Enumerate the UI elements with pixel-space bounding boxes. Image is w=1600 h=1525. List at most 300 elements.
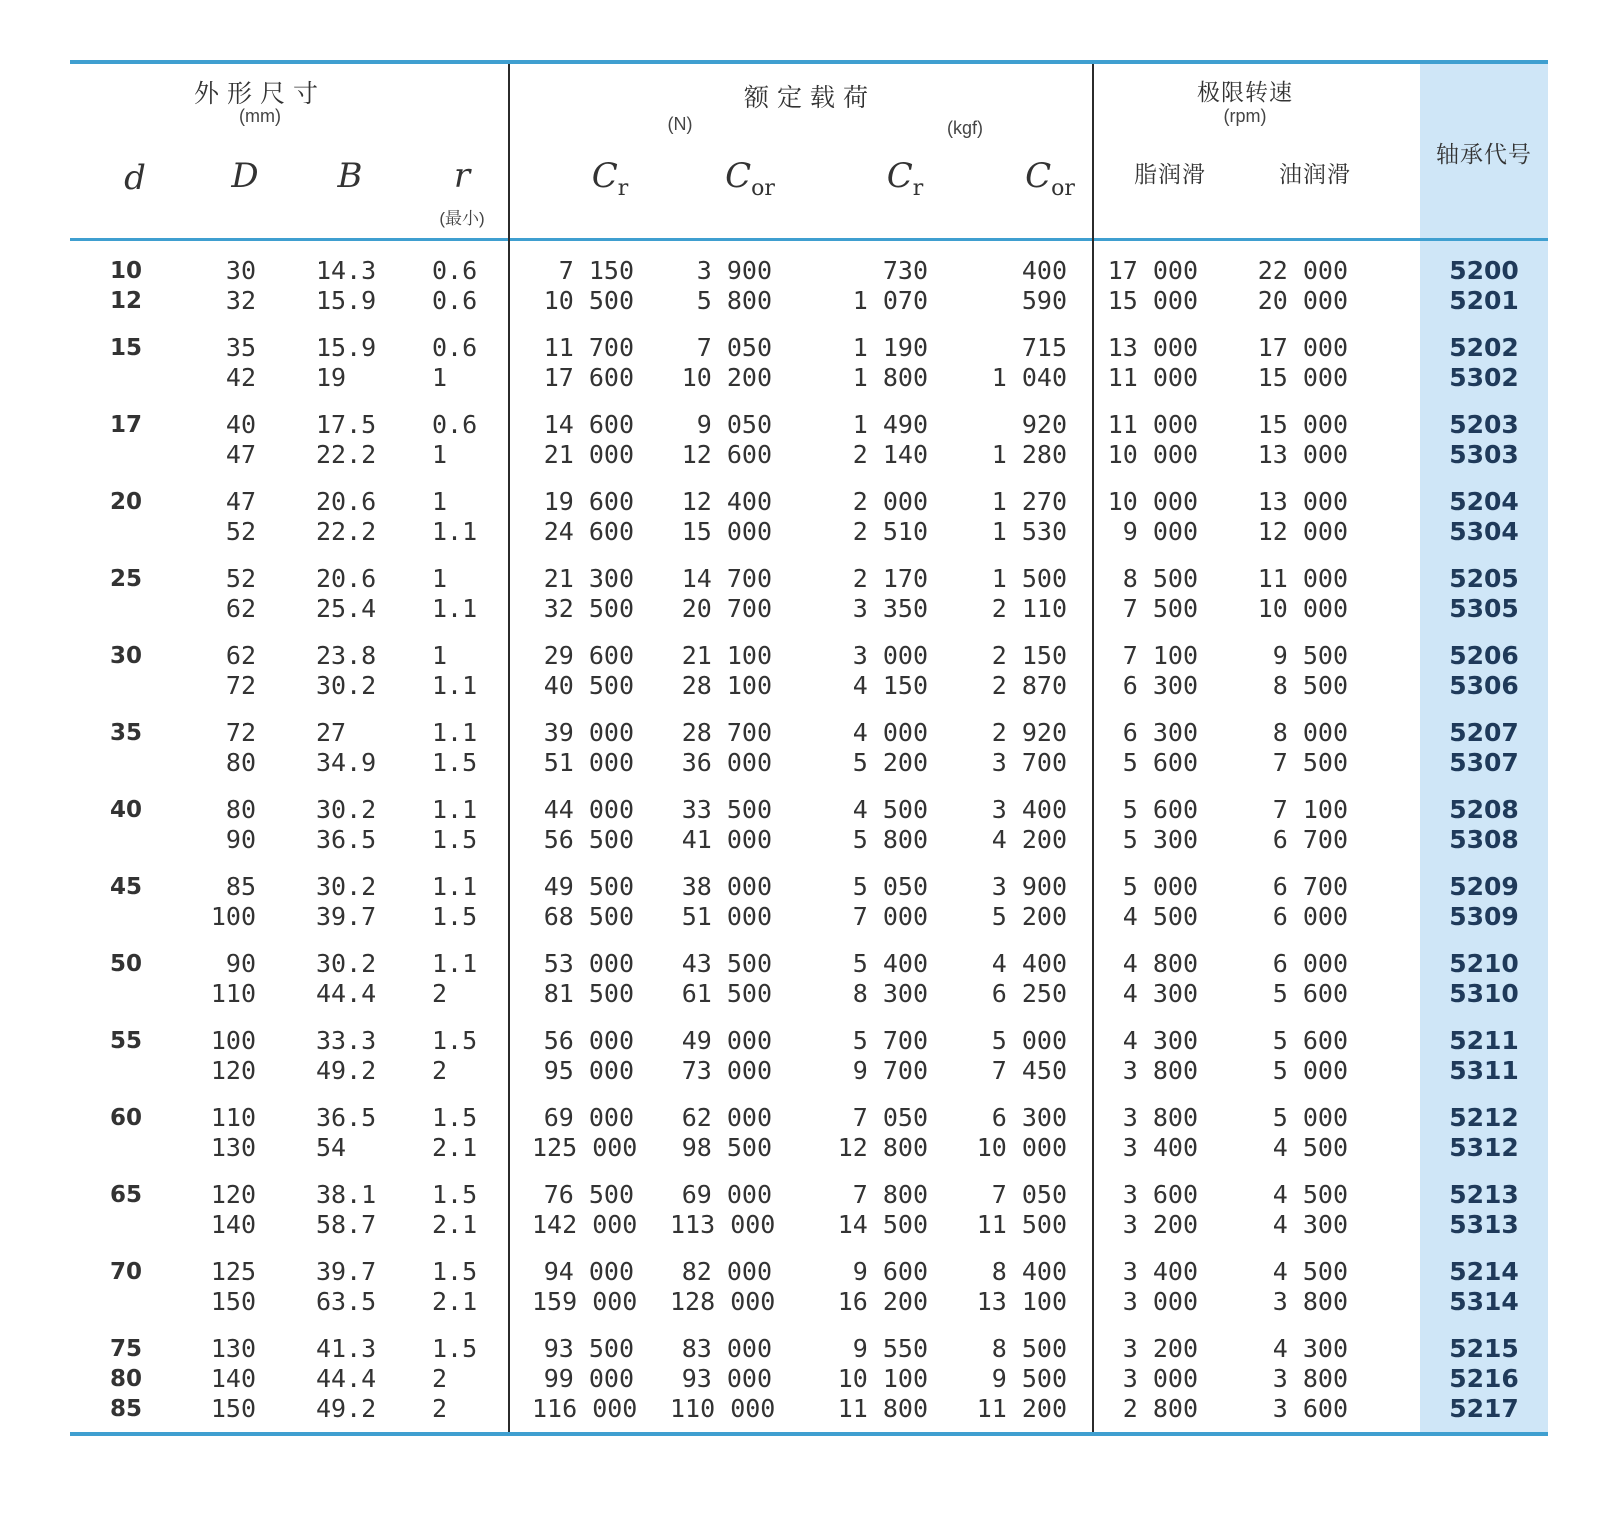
cell-grease: 5 600: [1122, 748, 1198, 777]
cell-D: 52: [225, 517, 256, 546]
cell-d: 70: [110, 1259, 143, 1285]
cell-code: 5310: [1449, 979, 1519, 1008]
cell-crK: 5 700: [852, 1026, 928, 1055]
cell-B: 23.8: [316, 641, 377, 670]
cell-crN: 21 000: [543, 440, 634, 469]
cell-grease: 11 000: [1107, 363, 1198, 392]
cell-corK: 4 400: [991, 949, 1067, 978]
cell-code: 5307: [1449, 748, 1519, 777]
cell-r: 1.5: [432, 902, 478, 931]
cell-B: 20.6: [316, 487, 377, 516]
cell-crK: 9 700: [852, 1056, 928, 1085]
cell-corK: 10 000: [976, 1133, 1067, 1162]
cell-corK: 11 500: [976, 1210, 1067, 1239]
cell-corK: 11 200: [976, 1394, 1067, 1423]
cell-oil: 9 500: [1272, 641, 1348, 670]
cell-d: 80: [110, 1366, 143, 1392]
cell-B: 49.2: [316, 1056, 377, 1085]
cell-crK: 1 490: [852, 410, 928, 439]
cell-crN: 24 600: [543, 517, 634, 546]
cell-code: 5200: [1449, 256, 1519, 285]
cell-corN: 51 000: [681, 902, 772, 931]
cell-crN: 159 000: [532, 1287, 638, 1316]
dimensions-unit: (mm): [239, 106, 281, 126]
cell-grease: 9 000: [1122, 517, 1198, 546]
cell-D: 110: [210, 1103, 256, 1132]
cell-corN: 28 100: [681, 671, 772, 700]
cell-code: 5304: [1449, 517, 1519, 546]
cell-D: 42: [225, 363, 256, 392]
cell-corN: 49 000: [681, 1026, 772, 1055]
cell-code: 5209: [1449, 872, 1519, 901]
cell-grease: 3 400: [1122, 1257, 1198, 1286]
cell-code: 5211: [1449, 1026, 1519, 1055]
cell-oil: 3 600: [1272, 1394, 1348, 1423]
cell-corK: 2 150: [991, 641, 1067, 670]
cell-grease: 3 600: [1122, 1180, 1198, 1209]
cell-d: 12: [110, 288, 143, 314]
cell-corN: 9 050: [696, 410, 772, 439]
cell-d: 25: [110, 566, 143, 592]
cell-D: 100: [210, 1026, 256, 1055]
cell-D: 110: [210, 979, 256, 1008]
cell-corN: 110 000: [670, 1394, 776, 1423]
col-cor-kgf-header: $C_{or}$: [1025, 156, 1075, 201]
cell-d: 15: [110, 335, 143, 361]
cell-grease: 4 500: [1122, 902, 1198, 931]
cell-crN: 14 600: [543, 410, 634, 439]
cell-corN: 73 000: [681, 1056, 772, 1085]
cell-crN: 19 600: [543, 487, 634, 516]
cell-r: 1: [432, 564, 448, 593]
cell-code: 5312: [1449, 1133, 1519, 1162]
col-grease-header: 脂润滑: [1134, 161, 1206, 187]
cell-r: 1.1: [432, 718, 478, 747]
cell-crK: 3 350: [852, 594, 928, 623]
cell-corK: 2 920: [991, 718, 1067, 747]
cell-D: 100: [210, 902, 256, 931]
cell-crN: 69 000: [543, 1103, 634, 1132]
cell-B: 17.5: [316, 410, 377, 439]
cell-B: 14.3: [316, 256, 377, 285]
cell-crK: 2 170: [852, 564, 928, 593]
cell-corN: 33 500: [681, 795, 772, 824]
cell-corK: 6 250: [991, 979, 1067, 1008]
cell-D: 47: [225, 440, 256, 469]
cell-oil: 8 500: [1272, 671, 1348, 700]
cell-crN: 49 500: [543, 872, 634, 901]
cell-code: 5207: [1449, 718, 1519, 747]
cell-oil: 22 000: [1257, 256, 1348, 285]
cell-oil: 20 000: [1257, 286, 1348, 315]
cell-code: 5213: [1449, 1180, 1519, 1209]
cell-crK: 1 070: [852, 286, 928, 315]
cell-grease: 7 500: [1122, 594, 1198, 623]
cell-crK: 8 300: [852, 979, 928, 1008]
cell-r: 1.5: [432, 825, 478, 854]
cell-B: 44.4: [316, 1364, 377, 1393]
cell-d: 30: [110, 643, 143, 669]
cell-code: 5313: [1449, 1210, 1519, 1239]
cell-code: 5205: [1449, 564, 1519, 593]
cell-B: 27: [316, 718, 347, 747]
cell-corN: 20 700: [681, 594, 772, 623]
speed-limit-unit: (rpm): [1223, 106, 1267, 126]
cell-d: 75: [110, 1336, 143, 1362]
cell-d: 17: [110, 412, 143, 438]
cell-D: 120: [210, 1180, 256, 1209]
cell-corN: 3 900: [696, 256, 772, 285]
cell-code: 5214: [1449, 1257, 1519, 1286]
cell-D: 35: [225, 333, 256, 362]
cell-code: 5201: [1449, 286, 1519, 315]
cell-corK: 3 400: [991, 795, 1067, 824]
cell-corK: 920: [1021, 410, 1067, 439]
cell-r: 2: [432, 1056, 448, 1085]
cell-crK: 16 200: [837, 1287, 928, 1316]
cell-corN: 28 700: [681, 718, 772, 747]
cell-oil: 6 000: [1272, 902, 1348, 931]
cell-corN: 21 100: [681, 641, 772, 670]
cell-crN: 39 000: [543, 718, 634, 747]
cell-d: 65: [110, 1182, 143, 1208]
cell-oil: 8 000: [1272, 718, 1348, 747]
cell-corN: 41 000: [681, 825, 772, 854]
cell-r: 1.5: [432, 1103, 478, 1132]
cell-D: 80: [225, 795, 256, 824]
cell-crK: 730: [882, 256, 928, 285]
cell-crK: 5 400: [852, 949, 928, 978]
cell-crK: 4 000: [852, 718, 928, 747]
cell-D: 90: [225, 825, 256, 854]
dimensions-title: 外形尺寸: [193, 80, 326, 108]
col-d-header: d: [124, 158, 146, 198]
bearing-code-header: 轴承代号: [1436, 141, 1532, 167]
cell-B: 30.2: [316, 872, 377, 901]
cell-corK: 9 500: [991, 1364, 1067, 1393]
cell-d: 35: [110, 720, 143, 746]
cell-D: 40: [225, 410, 256, 439]
cell-crN: 68 500: [543, 902, 634, 931]
cell-grease: 6 300: [1122, 718, 1198, 747]
cell-code: 5314: [1449, 1287, 1519, 1316]
cell-crK: 11 800: [837, 1394, 928, 1423]
cell-r: 1.5: [432, 1180, 478, 1209]
cell-D: 62: [225, 641, 256, 670]
cell-crK: 7 050: [852, 1103, 928, 1132]
cell-corN: 43 500: [681, 949, 772, 978]
cell-crN: 142 000: [532, 1210, 638, 1239]
cell-crK: 9 600: [852, 1257, 928, 1286]
cell-code: 5202: [1449, 333, 1519, 362]
cell-r: 1.1: [432, 671, 478, 700]
cell-code: 5216: [1449, 1364, 1519, 1393]
cell-corK: 4 200: [991, 825, 1067, 854]
cell-oil: 15 000: [1257, 363, 1348, 392]
cell-D: 150: [210, 1394, 256, 1423]
cell-grease: 3 200: [1122, 1210, 1198, 1239]
cell-D: 52: [225, 564, 256, 593]
cell-code: 5215: [1449, 1334, 1519, 1363]
cell-crN: 76 500: [543, 1180, 634, 1209]
cell-corK: 3 900: [991, 872, 1067, 901]
cell-oil: 7 500: [1272, 748, 1348, 777]
cell-grease: 3 000: [1122, 1364, 1198, 1393]
cell-oil: 4 300: [1272, 1210, 1348, 1239]
cell-crN: 17 600: [543, 363, 634, 392]
cell-corN: 69 000: [681, 1180, 772, 1209]
cell-grease: 4 300: [1122, 979, 1198, 1008]
cell-grease: 3 800: [1122, 1056, 1198, 1085]
cell-d: 45: [110, 874, 143, 900]
cell-corK: 13 100: [976, 1287, 1067, 1316]
cell-grease: 3 800: [1122, 1103, 1198, 1132]
cell-crN: 53 000: [543, 949, 634, 978]
cell-r: 1.1: [432, 594, 478, 623]
cell-D: 130: [210, 1133, 256, 1162]
cell-B: 15.9: [316, 286, 377, 315]
cell-crK: 1 190: [852, 333, 928, 362]
cell-crN: 99 000: [543, 1364, 634, 1393]
table-bottom-rule: [70, 1432, 1548, 1436]
cell-grease: 3 000: [1122, 1287, 1198, 1316]
cell-D: 62: [225, 594, 256, 623]
cell-B: 30.2: [316, 795, 377, 824]
cell-crN: 32 500: [543, 594, 634, 623]
cell-crN: 40 500: [543, 671, 634, 700]
cell-B: 44.4: [316, 979, 377, 1008]
cell-oil: 11 000: [1257, 564, 1348, 593]
cell-r: 0.6: [432, 286, 478, 315]
cell-B: 20.6: [316, 564, 377, 593]
cell-B: 41.3: [316, 1334, 377, 1363]
cell-D: 120: [210, 1056, 256, 1085]
col-B-header: B: [337, 156, 363, 196]
cell-B: 49.2: [316, 1394, 377, 1423]
cell-r: 1.1: [432, 949, 478, 978]
cell-r: 1.5: [432, 748, 478, 777]
cell-crN: 10 500: [543, 286, 634, 315]
cell-crN: 94 000: [543, 1257, 634, 1286]
cell-crN: 44 000: [543, 795, 634, 824]
cell-crK: 10 100: [837, 1364, 928, 1393]
cell-oil: 5 000: [1272, 1056, 1348, 1085]
cell-code: 5311: [1449, 1056, 1519, 1085]
cell-D: 47: [225, 487, 256, 516]
cell-crN: 125 000: [532, 1133, 638, 1162]
cell-crK: 14 500: [837, 1210, 928, 1239]
cell-D: 130: [210, 1334, 256, 1363]
cell-code: 5206: [1449, 641, 1519, 670]
cell-corN: 12 400: [681, 487, 772, 516]
cell-r: 1: [432, 363, 448, 392]
cell-oil: 6 700: [1272, 872, 1348, 901]
cell-crK: 4 500: [852, 795, 928, 824]
cell-corN: 7 050: [696, 333, 772, 362]
cell-corK: 5 000: [991, 1026, 1067, 1055]
cell-B: 39.7: [316, 1257, 377, 1286]
cell-oil: 15 000: [1257, 410, 1348, 439]
cell-B: 36.5: [316, 1103, 377, 1132]
rated-load-title: 额定载荷: [743, 84, 876, 112]
cell-d: 60: [110, 1105, 143, 1131]
cell-oil: 3 800: [1272, 1287, 1348, 1316]
cell-code: 5302: [1449, 363, 1519, 392]
cell-grease: 7 100: [1122, 641, 1198, 670]
cell-corN: 113 000: [670, 1210, 776, 1239]
cell-r: 1.1: [432, 872, 478, 901]
cell-r: 0.6: [432, 256, 478, 285]
cell-r: 2: [432, 1394, 448, 1423]
cell-grease: 10 000: [1107, 440, 1198, 469]
cell-r: 2.1: [432, 1287, 478, 1316]
cell-corN: 36 000: [681, 748, 772, 777]
cell-corK: 8 400: [991, 1257, 1067, 1286]
cell-corN: 62 000: [681, 1103, 772, 1132]
cell-B: 22.2: [316, 517, 377, 546]
cell-crK: 2 000: [852, 487, 928, 516]
cell-corK: 2 110: [991, 594, 1067, 623]
bearing-spec-table: [70, 60, 1548, 1440]
cell-grease: 8 500: [1122, 564, 1198, 593]
cell-corK: 8 500: [991, 1334, 1067, 1363]
cell-oil: 4 500: [1272, 1257, 1348, 1286]
cell-d: 10: [110, 258, 143, 284]
cell-r: 1.5: [432, 1257, 478, 1286]
cell-oil: 13 000: [1257, 487, 1348, 516]
cell-crK: 3 000: [852, 641, 928, 670]
cell-grease: 4 800: [1122, 949, 1198, 978]
table-top-rule: [70, 60, 1548, 64]
cell-crN: 11 700: [543, 333, 634, 362]
cell-code: 5204: [1449, 487, 1519, 516]
cell-crN: 93 500: [543, 1334, 634, 1363]
cell-B: 19: [316, 363, 347, 392]
cell-corN: 15 000: [681, 517, 772, 546]
cell-B: 58.7: [316, 1210, 377, 1239]
cell-B: 22.2: [316, 440, 377, 469]
cell-oil: 10 000: [1257, 594, 1348, 623]
cell-r: 2.1: [432, 1133, 478, 1162]
cell-r: 1.1: [432, 517, 478, 546]
cell-B: 36.5: [316, 825, 377, 854]
cell-crN: 7 150: [558, 256, 634, 285]
cell-D: 140: [210, 1364, 256, 1393]
cell-D: 140: [210, 1210, 256, 1239]
cell-code: 5203: [1449, 410, 1519, 439]
cell-grease: 15 000: [1107, 286, 1198, 315]
cell-corK: 1 040: [991, 363, 1067, 392]
cell-corK: 590: [1021, 286, 1067, 315]
cell-r: 1: [432, 487, 448, 516]
cell-D: 32: [225, 286, 256, 315]
cell-B: 54: [316, 1133, 347, 1162]
cell-corN: 98 500: [681, 1133, 772, 1162]
cell-corK: 1 500: [991, 564, 1067, 593]
cell-B: 25.4: [316, 594, 377, 623]
cell-r: 1.5: [432, 1334, 478, 1363]
rated-load-unit-n: (N): [667, 114, 693, 134]
cell-corK: 5 200: [991, 902, 1067, 931]
cell-crK: 7 000: [852, 902, 928, 931]
cell-oil: 4 500: [1272, 1180, 1348, 1209]
cell-B: 33.3: [316, 1026, 377, 1055]
cell-code: 5303: [1449, 440, 1519, 469]
cell-corN: 38 000: [681, 872, 772, 901]
cell-grease: 5 300: [1122, 825, 1198, 854]
cell-crK: 2 140: [852, 440, 928, 469]
col-r-header: r: [453, 156, 471, 196]
rated-load-unit-kgf: (kgf): [947, 118, 983, 138]
col-cor-n-header: $C_{or}$: [725, 156, 775, 201]
cell-grease: 6 300: [1122, 671, 1198, 700]
cell-d: 55: [110, 1028, 143, 1054]
cell-oil: 4 500: [1272, 1133, 1348, 1162]
cell-r: 0.6: [432, 333, 478, 362]
cell-corN: 10 200: [681, 363, 772, 392]
col-oil-header: 油润滑: [1279, 161, 1351, 187]
cell-corK: 7 050: [991, 1180, 1067, 1209]
cell-grease: 3 200: [1122, 1334, 1198, 1363]
cell-grease: 3 400: [1122, 1133, 1198, 1162]
cell-B: 30.2: [316, 949, 377, 978]
cell-crK: 5 800: [852, 825, 928, 854]
cell-oil: 4 300: [1272, 1334, 1348, 1363]
cell-d: 20: [110, 489, 143, 515]
cell-corN: 83 000: [681, 1334, 772, 1363]
cell-r: 2: [432, 979, 448, 1008]
cell-r: 1: [432, 641, 448, 670]
cell-D: 72: [225, 671, 256, 700]
cell-code: 5308: [1449, 825, 1519, 854]
cell-corK: 1 530: [991, 517, 1067, 546]
cell-D: 80: [225, 748, 256, 777]
cell-d: 85: [110, 1396, 143, 1422]
cell-corK: 400: [1021, 256, 1067, 285]
cell-B: 30.2: [316, 671, 377, 700]
cell-code: 5305: [1449, 594, 1519, 623]
cell-oil: 3 800: [1272, 1364, 1348, 1393]
speed-limit-title: 极限转速: [1197, 79, 1293, 105]
cell-crN: 56 500: [543, 825, 634, 854]
col-D-header: D: [231, 156, 259, 196]
cell-crN: 81 500: [543, 979, 634, 1008]
cell-code: 5208: [1449, 795, 1519, 824]
cell-D: 150: [210, 1287, 256, 1316]
cell-r: 1: [432, 440, 448, 469]
cell-oil: 5 600: [1272, 1026, 1348, 1055]
cell-crK: 12 800: [837, 1133, 928, 1162]
cell-code: 5309: [1449, 902, 1519, 931]
cell-grease: 13 000: [1107, 333, 1198, 362]
cell-corN: 14 700: [681, 564, 772, 593]
cell-D: 72: [225, 718, 256, 747]
cell-B: 38.1: [316, 1180, 377, 1209]
cell-corK: 3 700: [991, 748, 1067, 777]
cell-code: 5217: [1449, 1394, 1519, 1423]
cell-corN: 128 000: [670, 1287, 776, 1316]
cell-d: 40: [110, 797, 143, 823]
cell-grease: 17 000: [1107, 256, 1198, 285]
cell-r: 1.5: [432, 1026, 478, 1055]
cell-oil: 7 100: [1272, 795, 1348, 824]
header-bottom-rule: [70, 238, 1548, 241]
cell-r: 1.1: [432, 795, 478, 824]
cell-crK: 5 200: [852, 748, 928, 777]
cell-grease: 4 300: [1122, 1026, 1198, 1055]
cell-oil: 6 000: [1272, 949, 1348, 978]
cell-corK: 2 870: [991, 671, 1067, 700]
